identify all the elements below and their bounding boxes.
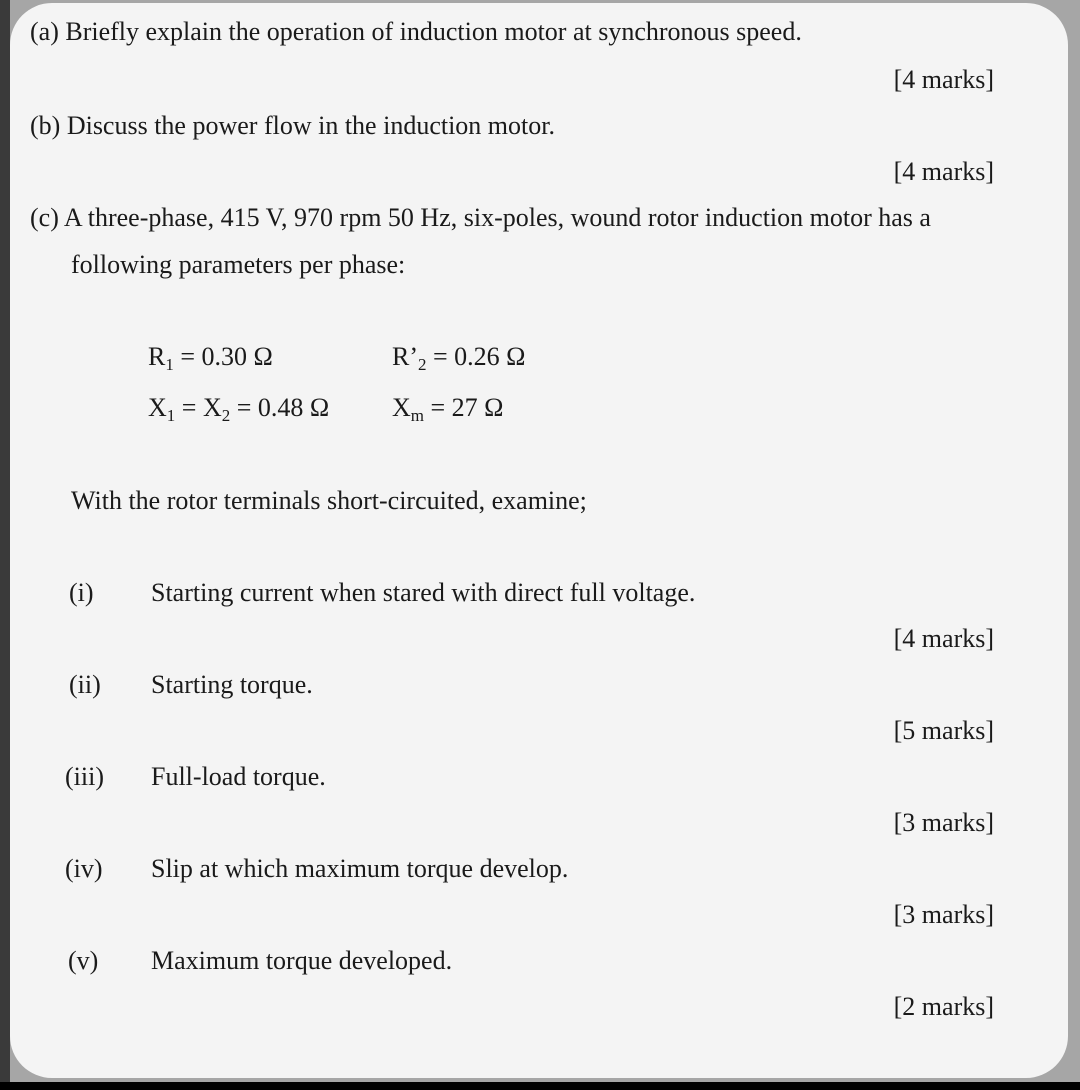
item-iv-num: (iv) [65, 854, 103, 883]
param-r1: $R_1 = 0.30$ Ω [148, 342, 273, 374]
left-edge-strip [0, 0, 10, 1082]
question-c-line2: following parameters per phase: [71, 250, 406, 279]
item-ii-marks: [5 marks] [893, 716, 994, 745]
item-v-text: Maximum torque developed. [151, 946, 453, 975]
question-c-line1: (c) A three-phase, 415 V, 970 rpm 50 Hz, six-poles, wound rotor induction motor has a [30, 203, 931, 232]
param-r2: $R’_2 = 0.26$ Ω [392, 342, 526, 374]
question-card [10, 3, 1068, 1078]
item-i-num: (i) [69, 578, 94, 607]
question-a-marks: [4 marks] [893, 65, 994, 94]
item-iv-text: Slip at which maximum torque develop. [151, 854, 569, 883]
param-x1-x2: $X_1 = X_2 = 0.48$ Ω [148, 393, 330, 425]
item-i-text: Starting current when stared with direct full voltage. [151, 578, 696, 607]
question-b-marks: [4 marks] [893, 157, 994, 186]
item-iii-num: (iii) [65, 762, 104, 791]
question-b-text: (b) Discuss the power flow in the induction motor. [30, 111, 555, 140]
item-v-num: (v) [68, 946, 99, 975]
item-ii-text: Starting torque. [151, 670, 313, 699]
item-v-marks: [2 marks] [893, 992, 994, 1021]
param-xm: $X_m = 27$ Ω [392, 393, 504, 425]
instruction: With the rotor terminals short-circuited, examine; [71, 486, 587, 515]
item-ii-num: (ii) [69, 670, 101, 699]
item-i-marks: [4 marks] [893, 624, 994, 653]
item-iii-marks: [3 marks] [893, 808, 994, 837]
item-iv-marks: [3 marks] [893, 900, 994, 929]
question-a-text: (a) Briefly explain the operation of induction motor at synchronous speed. [30, 17, 802, 46]
item-iii-text: Full-load torque. [151, 762, 326, 791]
